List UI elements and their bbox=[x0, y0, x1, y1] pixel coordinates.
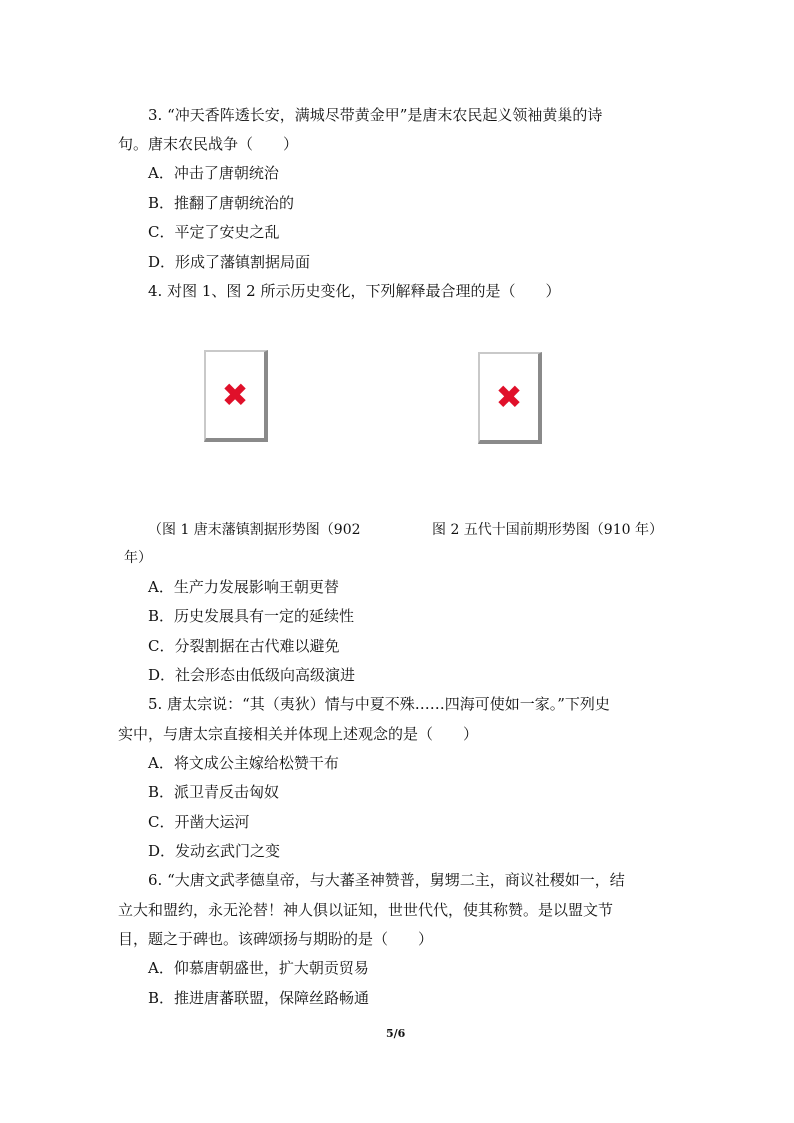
q4-option-a: A．生产力发展影响王朝更替 bbox=[148, 578, 339, 596]
q4-option-d: D．社会形态由低级向高级演进 bbox=[148, 666, 356, 684]
figure-1-caption-cont: 年） bbox=[124, 550, 152, 566]
q6-stem-line1: 6. “大唐文武孝德皇帝，与大蕃圣神赞普，舅甥二主，商议社稷如一，结 bbox=[148, 871, 625, 889]
q4-option-c: C．分裂割据在古代难以避免 bbox=[148, 637, 340, 655]
q3-option-d: D．形成了藩镇割据局面 bbox=[148, 253, 311, 271]
q5-stem-line1: 5. 唐太宗说：“其（夷狄）情与中夏不殊……四海可使如一家。”下列史 bbox=[148, 695, 610, 713]
q4-option-b: B．历史发展具有一定的延续性 bbox=[148, 607, 355, 625]
figure-1-caption: （图 1 唐末藩镇割据形势图（902 bbox=[148, 522, 361, 538]
broken-image-icon: ✖ bbox=[221, 376, 249, 414]
q5-stem-line2: 实中，与唐太宗直接相关并体现上述观念的是（ ） bbox=[118, 725, 479, 743]
q3-option-a: A．冲击了唐朝统治 bbox=[148, 164, 279, 182]
q5-option-d: D．发动玄武门之变 bbox=[148, 842, 281, 860]
q5-option-a: A．将文成公主嫁给松赞干布 bbox=[148, 754, 339, 772]
q6-stem-line2: 立大和盟约，永无沦替！神人俱以证知，世世代代，使其称赞。是以盟文节 bbox=[118, 901, 614, 919]
q4-stem: 4. 对图 1、图 2 所示历史变化，下列解释最合理的是（ ） bbox=[148, 282, 561, 300]
figure-1-image bbox=[204, 350, 268, 442]
q6-option-b: B．推进唐蕃联盟，保障丝路畅通 bbox=[148, 989, 370, 1007]
q5-option-b: B．派卫青反击匈奴 bbox=[148, 783, 280, 801]
q6-stem-line3: 目，题之于碑也。该碑颂扬与期盼的是（ ） bbox=[118, 930, 434, 948]
page-number: 5/6 bbox=[386, 1027, 406, 1040]
q3-option-c: C．平定了安史之乱 bbox=[148, 223, 280, 241]
figure-2-image bbox=[478, 352, 542, 444]
q5-option-c: C．开凿大运河 bbox=[148, 813, 250, 831]
q3-option-b: B．推翻了唐朝统治的 bbox=[148, 194, 295, 212]
q3-stem-line2: 句。唐末农民战争（ ） bbox=[118, 135, 299, 153]
q6-option-a: A．仰慕唐朝盛世，扩大朝贡贸易 bbox=[148, 959, 369, 977]
broken-image-icon: ✖ bbox=[495, 378, 523, 416]
figure-2-caption: 图 2 五代十国前期形势图（910 年） bbox=[432, 522, 663, 538]
q3-stem-line1: 3. “冲天香阵透长安，满城尽带黄金甲”是唐末农民起义领袖黄巢的诗 bbox=[148, 106, 603, 124]
